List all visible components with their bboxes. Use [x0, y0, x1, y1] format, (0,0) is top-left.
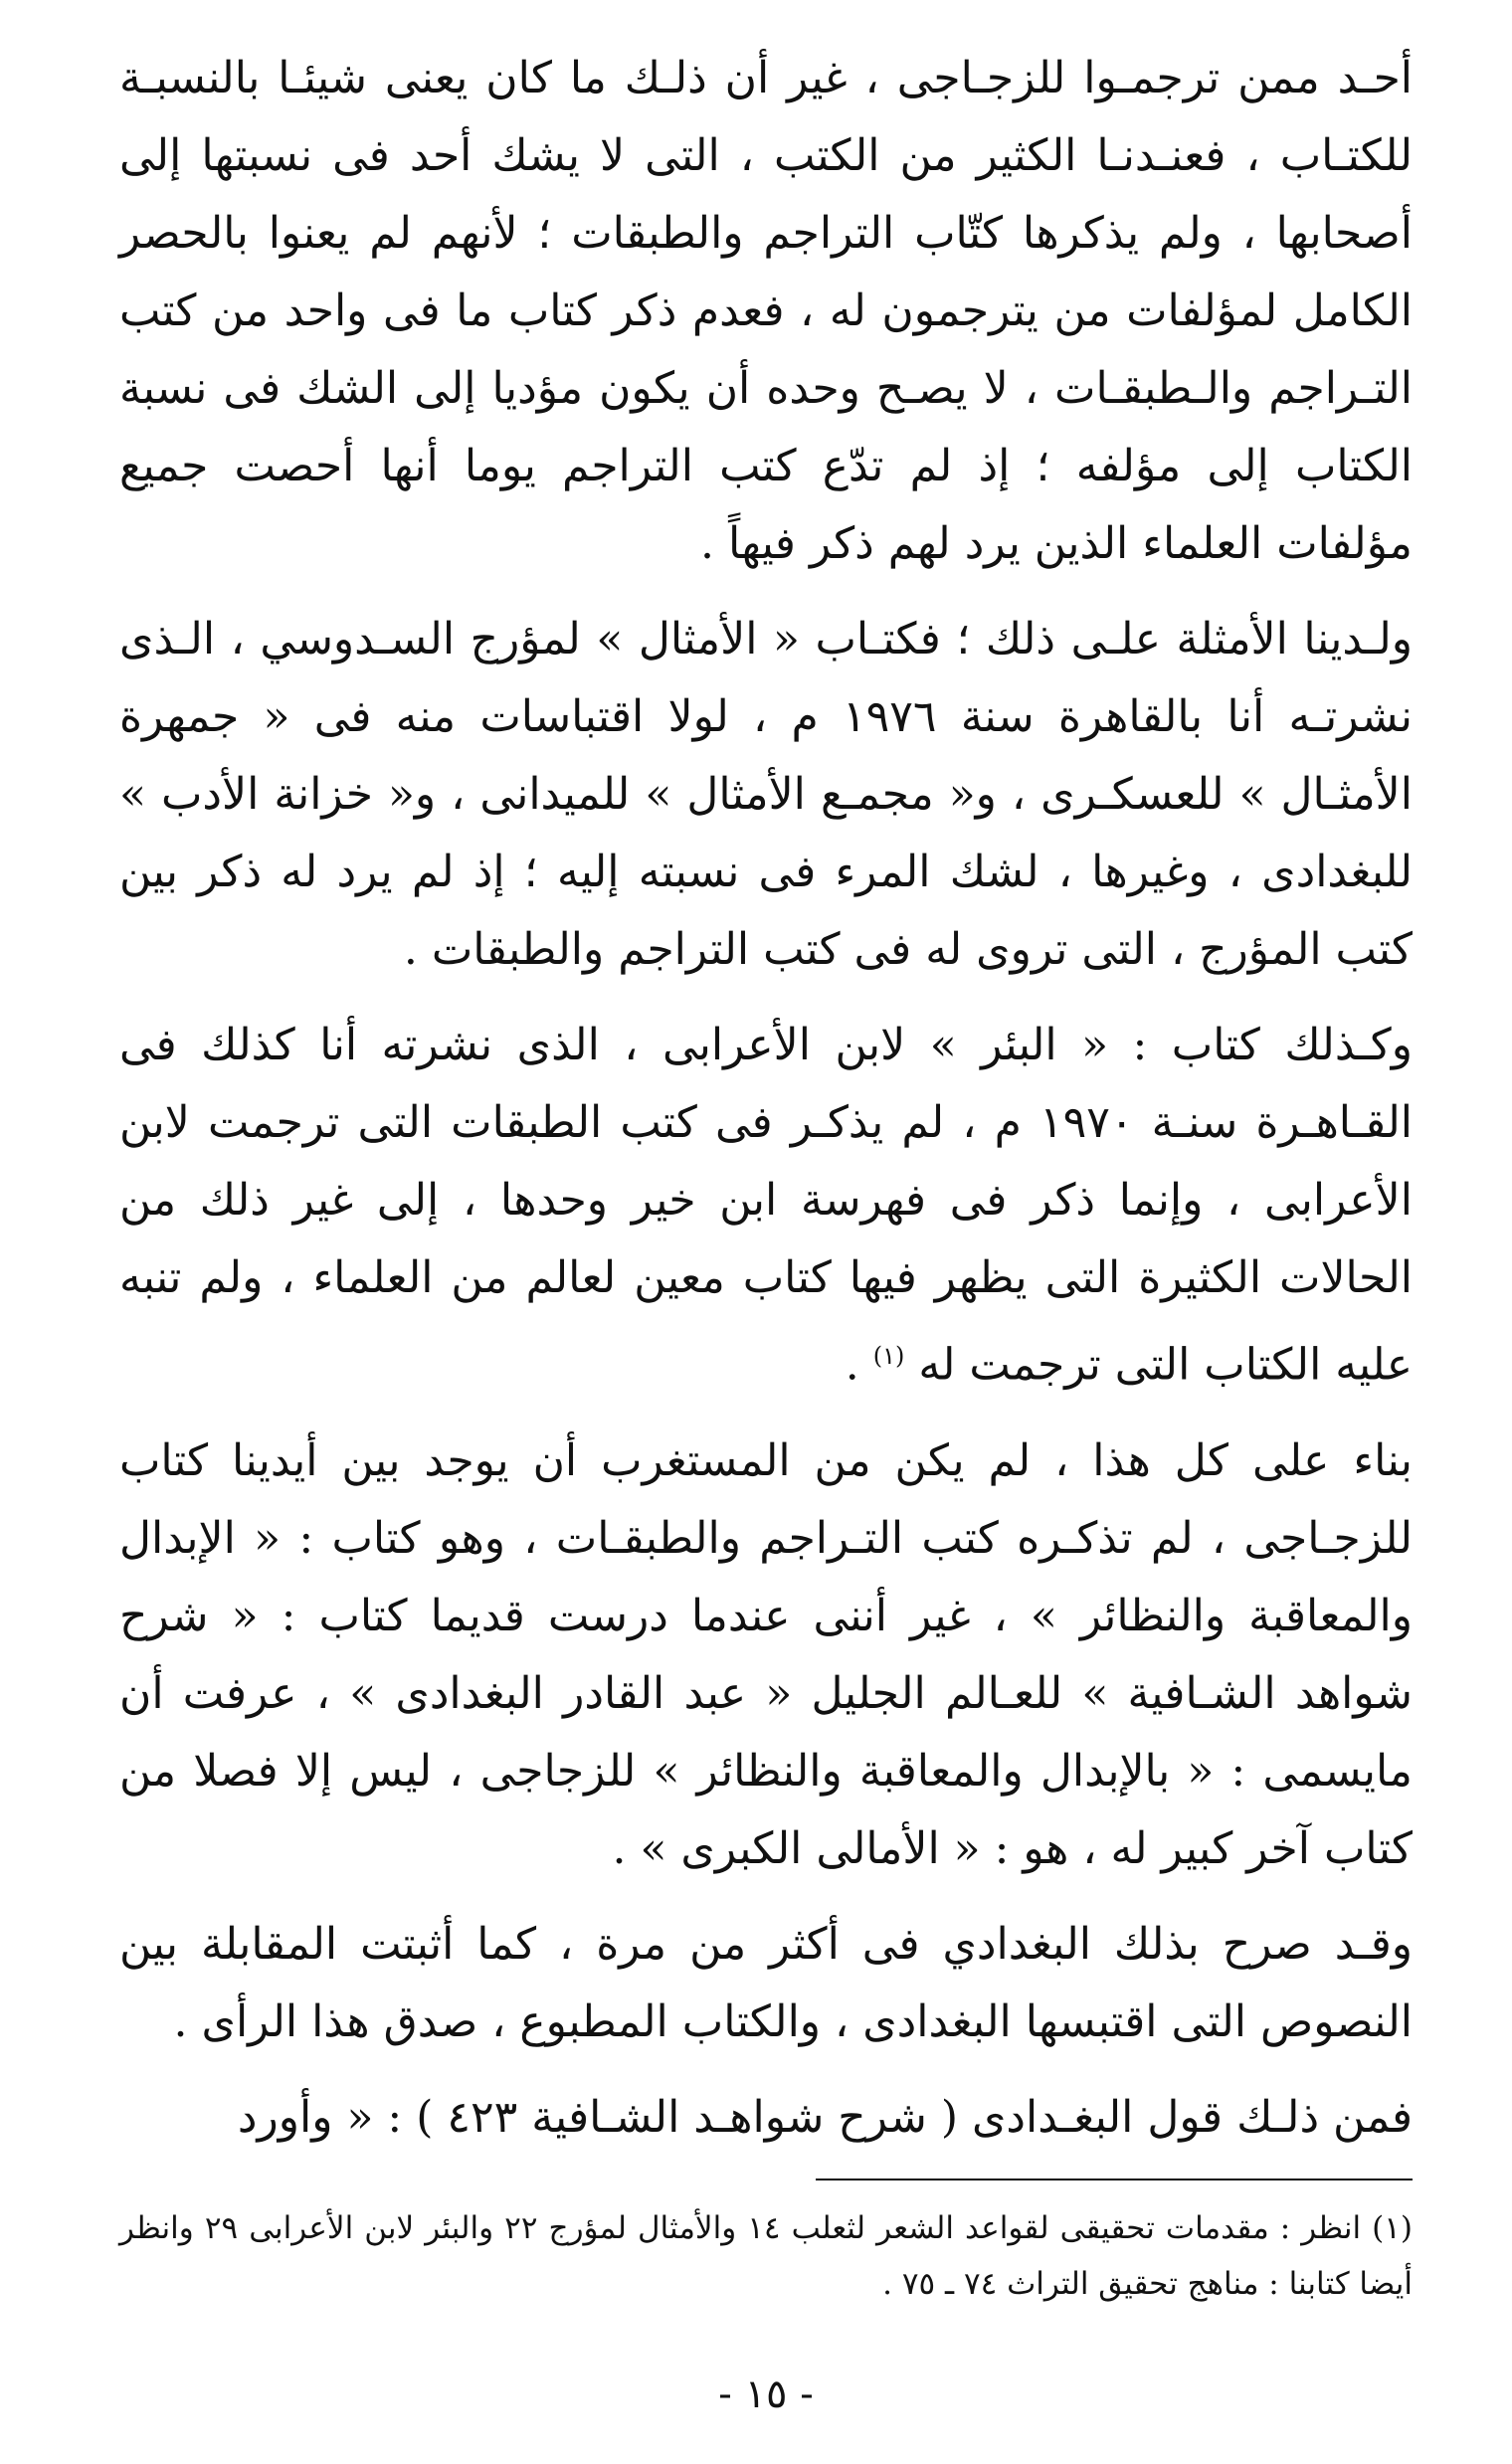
paragraph-5: وقـد صرح بذلك البغدادي فى أكثر من مرة ، كما أثبتت المقابلة بين النصوص التى اقتبسها البغدادى ، والكتاب المطبوع ، صدق هذا الرأى .: [119, 1918, 1413, 2047]
paragraph-3-end: .: [845, 1339, 873, 1391]
document-page: [119, 40, 1413, 2417]
paragraph-1: أحـد ممن ترجمـوا للزجـاجى ، غير أن ذلـك ما كان يعنى شيئـا بالنسبـة للكتـاب ، فعنـدنـا الكثير من الكتب ، التى لا يشك أحد فى نسبتها إلى أصحابها ، ولم يذكرها كتّاب التراجم والطبقات ؛ لأنهم لم يعنوا بالحصر الكامل لمؤلفات من يترجمون له ، فعدم ذكر كتاب ما فى واحد من كتب التـراجم والـطبقـات ، لا يصـح وحده أن يكون مؤديا إلى الشك فى نسبة الكتاب إلى مؤلفه ؛ إذ لم تدّع كتب التراجم يوما أنها أحصت جميع مؤلفات العلماء الذين يرد لهم ذكر فيهاً .: [119, 53, 1414, 569]
footnote-divider: [816, 2179, 1413, 2180]
footnote: (١) انظر : مقدمات تحقيقى لقواعد الشعر لثعلب ١٤ والأمثال لمؤرج ٢٢ والبئر لابن الأعرابى ٢٩ وانظر أيضا كتابنا : مناهج تحقيق التراث ٧٤ ـ ٧٥ .: [119, 2209, 1413, 2302]
paragraph-2: ولـدينا الأمثلة علـى ذلك ؛ فكتـاب « الأمثال » لمؤرج السـدوسي ، الـذى نشرتـه أنا بالقاهرة سنة ١٩٧٦ م ، لولا اقتباسات منه فى « جمهرة الأمثـال » للعسكـرى ، و« مجمـع الأمثال » للميدانى ، و« خزانة الأدب » للبغدادى ، وغيرها ، لشك المرء فى نسبته إليه ؛ إذ لم يرد له ذكر بين كتب المؤرج ، التى تروى له فى كتب التراجم والطبقات .: [119, 614, 1414, 975]
paragraph-3: [119, 1007, 1413, 1405]
page-number: - ١٥ -: [718, 2371, 814, 2417]
paragraph-6: فمن ذلـك قول البغـدادى ( شرح شواهـد الشـافية ٤٢٣ ) : « وأورد: [237, 2091, 1413, 2143]
paragraph-4: بناء على كل هذا ، لم يكن من المستغرب أن يوجد بين أيدينا كتاب للزجـاجى ، لم تذكـره كتب التـراجم والطبقـات ، وهو كتاب : « الإبدال والمعاقبة والنظائر » ، غير أننى عندما درست قديما كتاب : « شرح شواهد الشـافية » للعـالم الجليل « عبد القادر البغدادى » ، عرفت أن مايسمى : « بالإبدال والمعاقبة والنظائر » للزجاجى ، ليس إلا فصلا من كتاب آخر كبير له ، هو : « الأمالى الكبرى » .: [119, 1434, 1413, 1874]
paragraph-3-text: وكـذلك كتاب : « البئر » لابن الأعرابى ، الذى نشرته أنا كذلك فى القـاهـرة سنـة ١٩٧٠ م ، لم يذكـر فى كتب الطبقات التى ترجمت لابن الأعرابى ، وإنما ذكر فى فهرسة ابن خير وحدها ، إلى غير ذلك من الحالات الكثيرة التى يظهر فيها كتاب معين لعالم من العلماء ، ولم تنبه عليه الكتاب التى ترجمت له: [119, 1020, 1413, 1391]
footnote-reference: (١): [872, 1342, 905, 1370]
